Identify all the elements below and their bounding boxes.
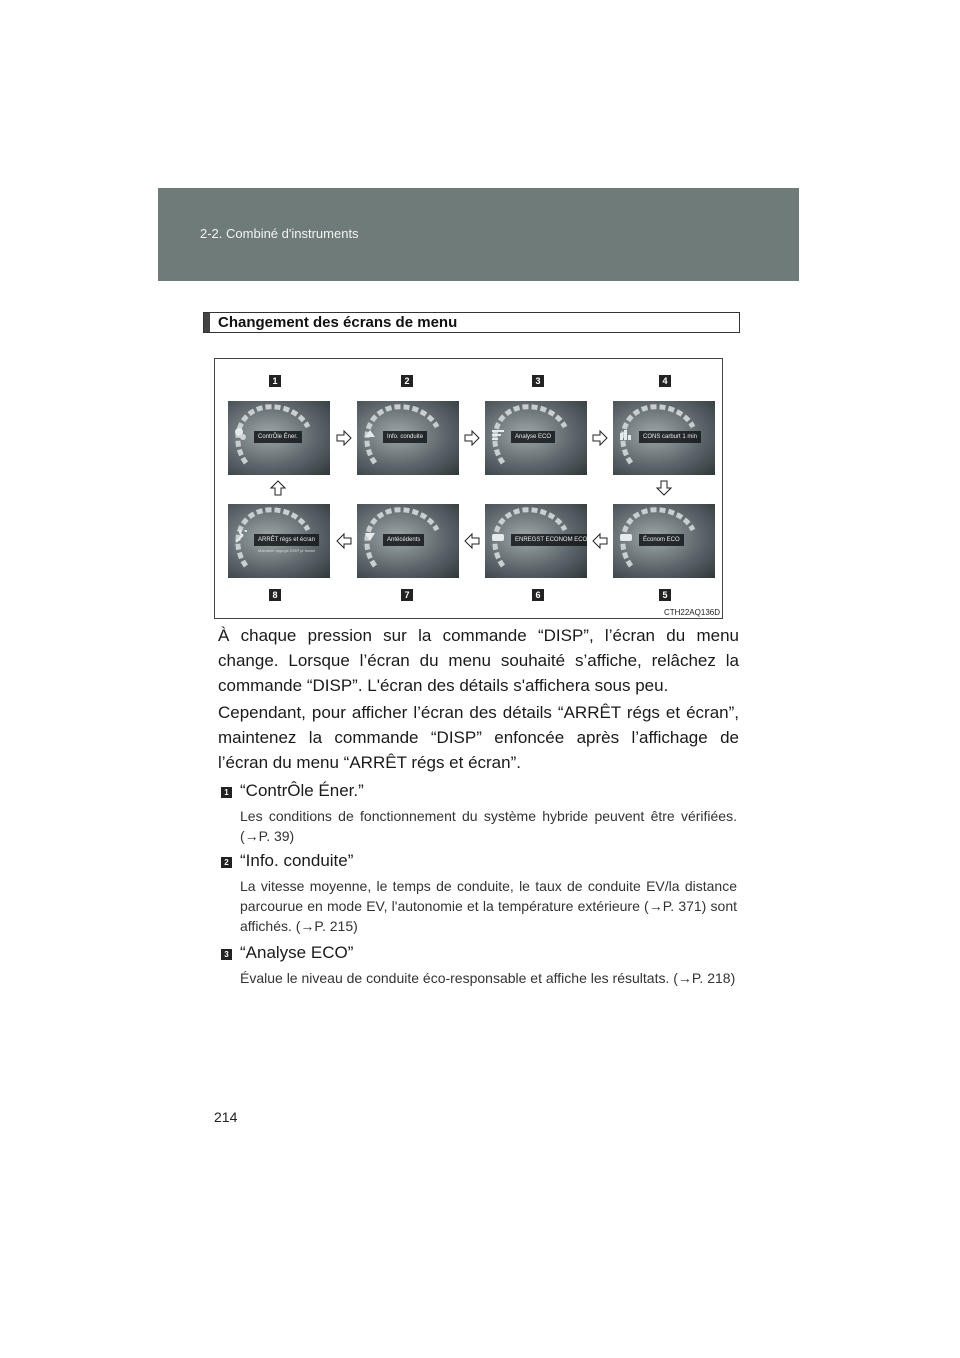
page-number: 214 [214,1109,238,1125]
eco-savings-icon [619,530,633,544]
item-title-3: “Analyse ECO” [240,943,354,962]
arrow-right-icon [336,430,352,446]
screen-sublabel: Maintenir appuyé DISP pr écran [258,548,315,553]
arrow-left-icon [464,533,480,549]
figure-code: CTH22AQ136D [663,608,720,617]
paragraph-1: À chaque pression sur la commande “DISP”, l’écran du menu change. Lorsque l’écran du menu souhaité s’affiche, relâchez la commande “DISP”. L'écran des détails s'affichera sous peu. [218,626,739,695]
figure-badge-7: 7 [401,589,413,601]
arrow-left-icon [336,533,352,549]
figure-badge-8: 8 [269,589,281,601]
screen-label: CONS carburt 1 min [639,431,701,443]
item-badge-1: 1 [221,787,232,798]
item-desc-3: Évalue le niveau de conduite éco-responsable et affiche les résultats. (→P. 218) [240,970,736,986]
item-badge-2: 2 [221,857,232,868]
arrow-up-icon [270,480,286,496]
wrench-icon [234,530,248,544]
trip-info-icon [363,427,377,441]
screen-label: ENREGST ECONOM ECO [511,534,587,546]
item-desc-1: Les conditions de fonctionnement du système hybride peuvent être vérifiées. (→P. 39) [240,808,737,844]
screen-label: ContrÔle Éner. [254,431,302,443]
figure-badge-3: 3 [532,375,544,387]
screen-label: Antécédents [383,534,424,546]
screen-eco-savings [613,504,715,578]
screen-label: Économ ECO [639,534,684,546]
history-icon [363,530,377,544]
header-band [158,188,799,281]
screen-label: ARRÊT régs et écran [254,534,319,546]
screen-history [357,504,459,578]
screen-fuel-consumption [613,401,715,475]
arrow-left-icon [592,533,608,549]
section-title: Changement des écrans de menu [218,314,458,331]
item-badge-3: 3 [221,949,232,960]
item-desc-2: La vitesse moyenne, le temps de conduite, le taux de conduite EV/la distance parcourue en mode EV, l'autonomie et la température extérieure (→P. 371) sont affichés. (→P. 215) [240,878,737,934]
arrow-down-icon [656,480,672,496]
heading-marker [204,313,210,332]
screen-eco-analysis [485,401,587,475]
figure-badge-1: 1 [269,375,281,387]
screen-trip-info [357,401,459,475]
arrow-right-icon [592,430,608,446]
arrow-right-icon [464,430,480,446]
screen-settings-off [228,504,330,578]
figure-badge-6: 6 [532,589,544,601]
section-breadcrumb: 2-2. Combiné d'instruments [200,226,359,241]
eco-analysis-icon [491,427,505,441]
screen-eco-savings-record [485,504,587,578]
paragraph-2: Cependant, pour afficher l’écran des détails “ARRÊT régs et écran”, maintenez la commande “DISP” enfoncée après l’affichage de l’écran du menu “ARRÊT régs et écran”. [218,703,739,772]
section-heading [203,312,740,333]
item-title-1: “ContrÔle Éner.” [240,781,364,800]
eco-record-icon [491,530,505,544]
energy-monitor-icon [234,427,248,441]
figure-badge-2: 2 [401,375,413,387]
item-title-2: “Info. conduite” [240,851,354,870]
menu-screens-figure [214,358,723,619]
screen-label: Info. conduite [383,431,427,443]
screen-label: Analyse ECO [511,431,555,443]
fuel-bars-icon [619,427,633,441]
screen-control-energy [228,401,330,475]
figure-badge-4: 4 [659,375,671,387]
figure-badge-5: 5 [659,589,671,601]
